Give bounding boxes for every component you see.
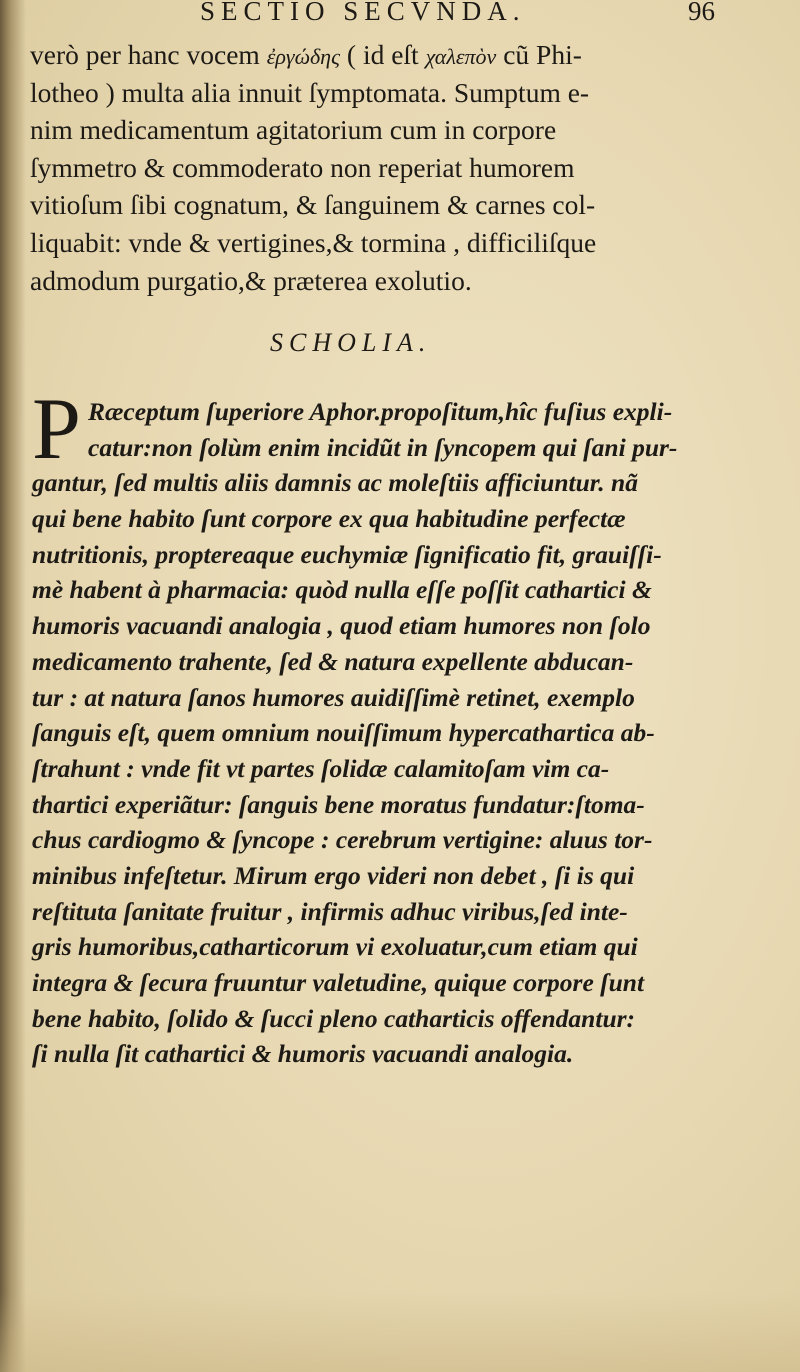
scholia-body — [32, 381, 742, 1072]
aphorism-line: admodum purgatio,& præterea exolutio. — [30, 264, 472, 296]
running-head: SECTIO SECVNDA. — [200, 0, 526, 22]
greek-word: ἐργώδης — [266, 44, 341, 69]
scholia-line: mè habent à pharmacia: quòd nulla eſſe poſſit cathartici & — [32, 575, 652, 605]
greek-word: χαλεπὸν — [425, 44, 497, 69]
scholia-line: qui bene habito ſunt corpore ex qua habitudine perfectæ — [32, 504, 626, 534]
scholia-line: ſtrahunt : vnde fit vt partes ſolidæ calamitoſam vim ca- — [32, 753, 610, 783]
page-number: 96 — [688, 0, 715, 22]
scholia-line: reſtituta ſanitate fruitur , infirmis adhuc viribus,ſed inte- — [32, 896, 628, 926]
page-bottom-shading — [0, 1292, 800, 1372]
scholia-line: gris humoribus,catharticorum vi exoluatur,cum etiam qui — [32, 932, 638, 962]
scholia-line: gantur, ſed multis aliis damnis ac moleſtiis afficiuntur. nã — [32, 468, 638, 498]
aphorism-line: vitioſum ſibi cognatum, & ſanguinem & carnes col- — [30, 189, 596, 221]
aphorism-line: verò per hanc vocem ἐργώδης ( id eſt χαλεπὸν cũ Phi- — [30, 39, 582, 70]
aphorism-line: lotheo ) multa alia innuit ſymptomata. Sumptum e- — [30, 76, 590, 108]
scholia-line: integra & ſecura fruuntur valetudine, quique corpore ſunt — [32, 968, 645, 997]
aphorism-line: nim medicamentum agitatorium cum in corpore — [30, 114, 557, 146]
scholia-line: bene habito, ſolido & ſucci pleno catharticis offendantur: — [32, 1003, 636, 1033]
scholia-line: chus cardiogmo & ſyncope : cerebrum vertigine: aluus tor- — [32, 825, 653, 855]
scholia-line: Ræceptum ſuperiore Aphor.propoſitum,hîc fuſius expli- — [88, 397, 673, 426]
scholia-line: humoris vacuandi analogia , quod etiam humores non ſolo — [32, 611, 651, 641]
scholia-line: ſanguis eſt, quem omnium nouiſſimum hypercathartica ab- — [32, 718, 655, 748]
binding-gutter-shadow — [0, 0, 26, 1372]
scholia-line: nutritionis, proptereaque euchymiæ ſignificatio fit, grauiſſi- — [32, 539, 662, 569]
scholia-line: thartici experiãtur: ſanguis bene moratus fundatur:ſtoma- — [32, 789, 645, 819]
scholia-line: minibus infeſtetur. Mirum ergo videri non debet , ſi is qui — [32, 860, 635, 890]
aphorism-line: ſymmetro & commoderato non reperiat humorem — [30, 151, 575, 183]
scholia-line: catur:non ſolùm enim incidũt in ſyncopem qui ſani pur- — [88, 432, 678, 462]
scholia-line: tur : at natura ſanos humores auidiſſimè retinet, exemplo — [32, 682, 635, 712]
aphorism-line: liquabit: vnde & vertigines,& tormina , difficiliſque — [30, 226, 597, 258]
scholia-line: medicamento trahente, ſed & natura expellente abducan- — [32, 646, 634, 676]
aphorism-continuation — [30, 36, 742, 299]
scholia-line: ſi nulla ſit cathartici & humoris vacuandi analogia. — [32, 1039, 574, 1069]
drop-capital: P — [32, 381, 81, 478]
scholia-heading: SCHOLIA. — [270, 328, 432, 357]
